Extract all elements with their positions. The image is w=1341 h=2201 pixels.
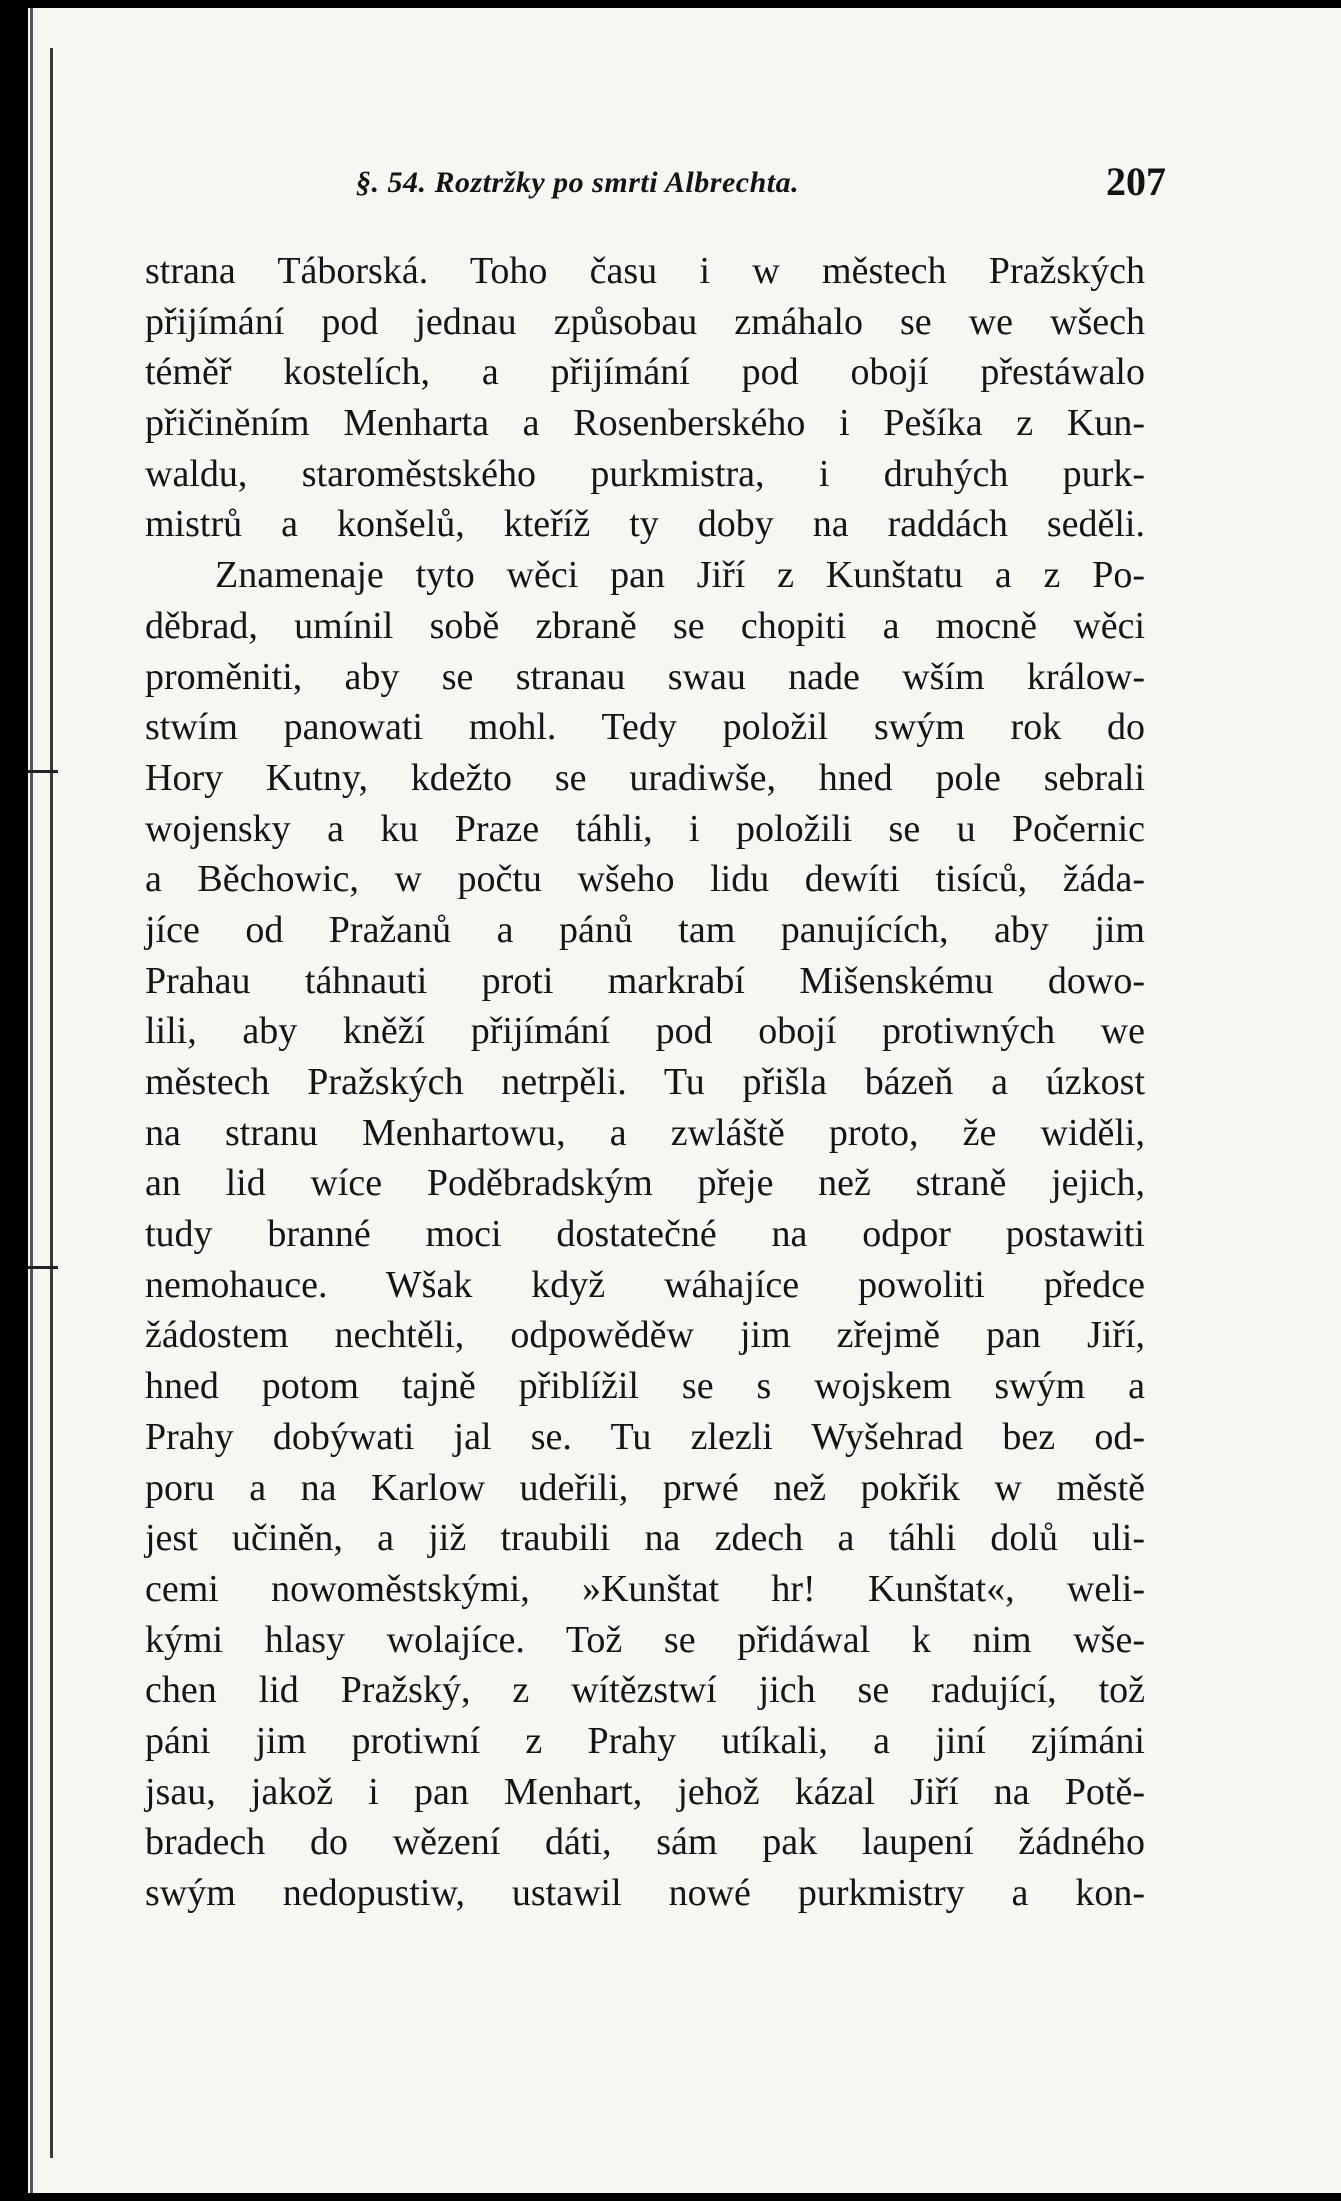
text-line: přičiněním Menharta a Rosenberského i Pešíka z Kun- [145,402,1145,445]
text-line: přijímání pod jednau způsobau zmáhalo se we wšech [145,300,1145,343]
margin-mark [28,770,58,773]
text-line: waldu, staroměstského purkmistra, i druhých purk- [145,452,1145,495]
text-line: proměniti, aby se stranau swau nade wším králow- [145,655,1145,698]
text-line: jest učiněn, a již traubili na zdech a táhli dolů uli- [145,1517,1145,1560]
body-text [145,246,1145,1919]
text-line: jsau, jakož i pan Menhart, jehož kázal Jiří na Potě- [145,1770,1145,1813]
text-line: swým nedopustiw, ustawil nowé purkmistry a kon- [145,1872,1145,1914]
running-head [356,158,1166,208]
text-line: kými hlasy wolajíce. Tož se přidáwal k nim wše- [145,1618,1145,1661]
text-line: a Běchowic, w počtu wšeho lidu dewíti tisíců, žáda- [145,858,1145,901]
text-line: Prahy dobýwati jal se. Tu zlezli Wyšehrad bez od- [145,1415,1145,1458]
text-line: strana Táborská. Toho času i w městech Pražských [145,250,1145,292]
chapter-title: Roztržky po smrti Albrechta. [434,166,800,199]
text-line: Prahau táhnauti proti markrabí Mišenskému dowo- [145,959,1145,1002]
text-line: páni jim protiwní z Prahy utíkali, a jiní zjímáni [145,1719,1145,1762]
text-line: lili, aby kněží přijímání pod obojí protiwných we [145,1010,1145,1053]
text-line: chen lid Pražský, z wítězstwí jich se radující, tož [145,1669,1145,1712]
text-line: děbrad, umínil sobě zbraně se chopiti a mocně wěci [145,604,1145,647]
book-page [28,8,1341,2193]
text-line: nemohauce. Wšak když wáhajíce powoliti předce [145,1263,1145,1306]
page-number: 207 [1106,159,1166,204]
margin-mark [28,1266,58,1269]
text-line: cemi nowoměstskými, »Kunštat hr! Kunštat«, weli- [145,1567,1145,1610]
text-line: poru a na Karlow udeřili, prwé než pokřik w městě [145,1466,1145,1509]
text-line: stwím panowati mohl. Tedy položil swým rok do [145,706,1145,749]
text-line: wojensky a ku Praze táhli, i položili se u Počernic [145,807,1145,850]
text-line: téměř kostelích, a přijímání pod obojí přestáwalo [145,351,1145,394]
text-line: na stranu Menhartowu, a zwláště proto, že widěli, [145,1111,1145,1154]
text-line: hned potom tajně přiblížil se s wojskem swým a [145,1365,1145,1408]
text-line: jíce od Pražanů a pánů tam panujících, aby jim [145,908,1145,951]
text-line: Znamenaje tyto wěci pan Jiří z Kunštatu a z Po- [215,554,1145,597]
text-line: mistrů a konšelů, kteříž ty doby na raddách seděli. [145,503,1145,546]
running-head-title [356,166,799,200]
section-number: §. 54. [356,166,427,199]
text-line: an lid wíce Poděbradským přeje než straně jejich, [145,1162,1145,1205]
gutter-rule [50,48,53,2158]
text-line: žádostem nechtěli, odpowěděw jim zřejmě pan Jiří, [145,1314,1145,1357]
page-edge [30,8,33,2193]
text-line: Hory Kutny, kdežto se uradiwše, hned pole sebrali [145,756,1145,799]
text-line: bradech do wězení dáti, sám pak laupení žádného [145,1821,1145,1864]
text-line: městech Pražských netrpěli. Tu přišla bázeň a úzkost [145,1061,1145,1103]
text-line: tudy branné moci dostatečné na odpor postawiti [145,1213,1145,1256]
